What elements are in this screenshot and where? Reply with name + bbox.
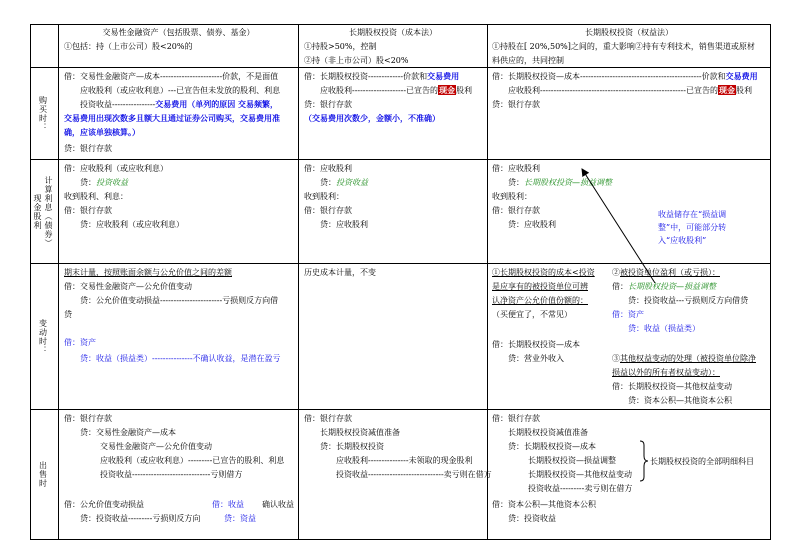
sale-c3-line8: 贷：投资收益 [508,514,556,523]
sale-c1-line2: 贷：交易性金融资产—成本 [80,428,176,437]
change-c1-line2: 借：交易性金融资产—公允价值变动 [64,282,192,291]
change-c2-line1: 历史成本计量，不变 [304,268,376,277]
sale-c3-line2: 长期股权投资减值准备 [508,428,588,437]
change-c1-line5: 借：资产 [64,338,96,347]
change-c3-c1-text: 其他权益变动的处理（被投资单位除净 [620,354,756,363]
dividend-c3-line4: 借：银行存款 [492,206,540,215]
dividend-c3-note-line3: 入“应收股利” [658,236,707,245]
sale-c1-line7: 贷：投资收益---------亏损则反方向 [80,514,201,523]
change-c3-a4: （买便宜了，不常见） [492,310,572,319]
dividend-c1-line1: 借：应收股利（或应收利息） [64,164,168,173]
change-c3-a3: 认净资产公允价值份额的： [492,296,588,305]
sale-c2-line1: 借：银行存款 [304,414,352,423]
dividend-c2-income: 投资收益 [336,178,368,187]
col3-subtitle-2: 料供应的，共同控制 [492,56,564,65]
purchase-c1-reason: （单列的原因 交易频繁， [187,99,279,109]
purchase-c2-line3: 贷：银行存款 [304,100,352,109]
sale-c1-line1: 借：银行存款 [64,414,112,423]
change-c3-c4: 贷：资本公积—其他资本公积 [628,396,732,405]
col1-title: 交易性金融资产（包括股票、债券、基金） [102,28,255,37]
dividend-c2-credit: 贷： [320,178,336,187]
purchase-c3-line2-c: 股利 [735,86,752,95]
purchase-c1-fee: 交易费用 [155,99,188,109]
purchase-c2-line4: （交易费用次数少，金额小，不准确） [304,113,440,123]
sale-c1-line5: 投资收益-----------------------------亏则借方 [100,470,243,479]
col2-subtitle-1: ①持股>50%，控制 [304,42,377,51]
dividend-c1-line3: 收到股利、利息： [64,192,128,201]
dividend-c3-line5: 贷：应收股利 [508,220,556,229]
col1-subtitle: ①包括：持（上市公司）股<20%的 [64,42,193,51]
change-c3-a5: 借：长期股权投资—成本 [492,340,580,349]
change-c3-b1-num: ② [612,268,620,277]
change-c3-b5: 贷：收益（损益类） [628,324,700,333]
purchase-c2-cash: 现金 [439,85,456,95]
dividend-c3-note-line2: 整”中，可能部分转 [658,223,727,232]
dividend-c1-income: 投资收益 [96,178,128,187]
purchase-c2-line2-c: 股利 [456,86,473,95]
col2-title: 长期股权投资（成本法） [349,28,437,37]
sale-c3-brace [640,441,648,481]
dividend-c2-line5: 贷：应收股利 [320,220,368,229]
purchase-c3-line1-a: 借：长期股权投资—成本---------------------------------------------价款和 [492,72,726,81]
purchase-c3-line2-a: 应收股利------------------------------------------------------已宣告的 [508,86,718,95]
sale-c2-line2: 长期股权投资减值准备 [320,428,400,437]
row-label-change-text: 变动时： [38,318,48,355]
sale-c3-brace-note: 长期股权投资的全部明细科目 [650,457,754,466]
sale-c1-line6: 借：公允价值变动损益 [64,500,144,509]
dividend-c1-credit: 贷： [80,178,96,187]
change-c3-a2: 是应享有的被投资单位可辨 [492,282,588,291]
purchase-c1-line1: 借：交易性金融资产—成本-----------------------价款，不是面值 [64,72,279,81]
dividend-c1-line4: 借：银行存款 [64,206,112,215]
dividend-c3-note-line1: 收益储存在“损益调 [658,210,727,219]
sale-c3-line1: 借：银行存款 [492,414,540,423]
change-c3-c1-num: ③ [612,354,620,363]
change-c1-line1: 期末计量，按照账面余额与公允价值之间的差额 [64,268,232,277]
change-c1-line6: 贷：收益（损益类）---------------不确认收益，是潜在盈亏 [80,354,281,363]
annotation-arrow [582,169,655,283]
dividend-c2-line4: 借：银行存款 [304,206,352,215]
change-c3-b4: 借：资产 [612,310,644,319]
sale-c1-line4: 应收股利（或应收利息）---------已宣告的股利、利息 [100,456,285,465]
change-c1-line4: 贷 [64,310,72,319]
sale-c2-line3: 贷：长期股权投资 [320,442,384,451]
purchase-c3-line3: 贷：银行存款 [492,100,540,109]
dividend-c3-credit: 贷： [508,178,524,187]
sale-c2-line4: 应收股利---------------未领取的现金股利 [336,456,473,465]
change-c3-b3: 贷：投资收益---亏损则反方向借贷 [628,296,749,305]
purchase-c3-fee: 交易费用 [725,71,758,81]
change-c3-a1: ①长期股权投资的成本<投资 [492,268,595,277]
purchase-c2-fee: 交易费用 [427,71,460,81]
sale-c3-line5: 长期股权投资—其他权益变动 [528,470,632,479]
purchase-c1-line3-a: 投资收益---------------- [80,100,156,109]
col2-subtitle-2: ②持（非上市公司）股<20% [304,56,409,65]
change-c3-a6: 贷：营业外收入 [508,354,564,363]
change-c3-c2: 损益以外的所有者权益变动）： [612,368,720,377]
change-c3-c3: 借：长期股权投资—其他权益变动 [612,382,732,391]
change-c3-b1-text: 被投资单位盈利（或亏损）： [620,268,720,277]
dividend-c3-line3: 收到股利： [492,192,532,201]
dividend-c2-line1: 借：应收股利 [304,164,352,173]
sale-c3-line7: 借：资本公积—其他资本公积 [492,500,596,509]
row-label-sale-text: 出售时 [38,461,48,488]
sale-c1-line3: 交易性金融资产—公允价值变动 [100,442,212,451]
sale-c1-line6-c: 确认收益 [262,500,294,509]
row-label-dividend-b: 现金股利 [33,193,42,230]
purchase-c2-line2-a: 应收股利--------------------已宣告的 [320,86,439,95]
dividend-c3-equity-adjust: 长期股权投资—损益调整 [524,178,612,187]
sale-c2-line5: 投资收益----------------------------卖亏则在借方 [336,470,492,479]
col3-title: 长期股权投资（权益法） [585,28,673,37]
purchase-c1-line2: 应收股利（或应收利息）---已宣告但未发放的股利、利息 [80,86,281,95]
purchase-c3-cash: 现金 [718,85,735,95]
purchase-c1-line6: 贷：银行存款 [64,144,112,153]
dividend-c3-line1: 借：应收股利 [492,164,540,173]
sale-c1-line7-income: 资益 [240,514,256,523]
change-c3-b2-equity-adjust: 长期股权投资—损益调整 [628,282,716,291]
purchase-c1-line4: 交易费用出现次数多且额大且通过证券公司购买，交易费用准 [64,113,280,123]
purchase-c1-line5: 确，应该单独核算。） [64,127,140,137]
dividend-c2-line3: 收到股利： [304,192,344,201]
change-c3-b2-debit: 借： [612,282,628,291]
col3-subtitle-1: ①持股在[ 20%,50%]之间的，重大影响②持有专利技术，销售渠道或原材 [492,42,755,51]
sale-c3-line3: 贷：长期股权投资—成本 [508,442,596,451]
dividend-c1-line5: 贷：应收股利（或应收利息） [80,220,184,229]
sale-c1-line6-b: 借：收益 [212,500,244,509]
row-label-purchase-text: 购买时： [38,95,48,132]
sale-c3-line4: 长期股权投资—损益调整 [528,456,616,465]
purchase-c2-line1-a: 借：长期股权投资-------------价款和 [304,72,428,81]
row-label-dividend-a: 计算利息（债券） [44,175,53,248]
change-c1-line3: 贷：公允价值变动损益-----------------------亏损则反方向借 [80,296,279,305]
sale-c1-line7-credit: 贷： [224,514,240,523]
sale-c3-line6: 投资收益---------卖亏则在借方 [528,484,633,493]
